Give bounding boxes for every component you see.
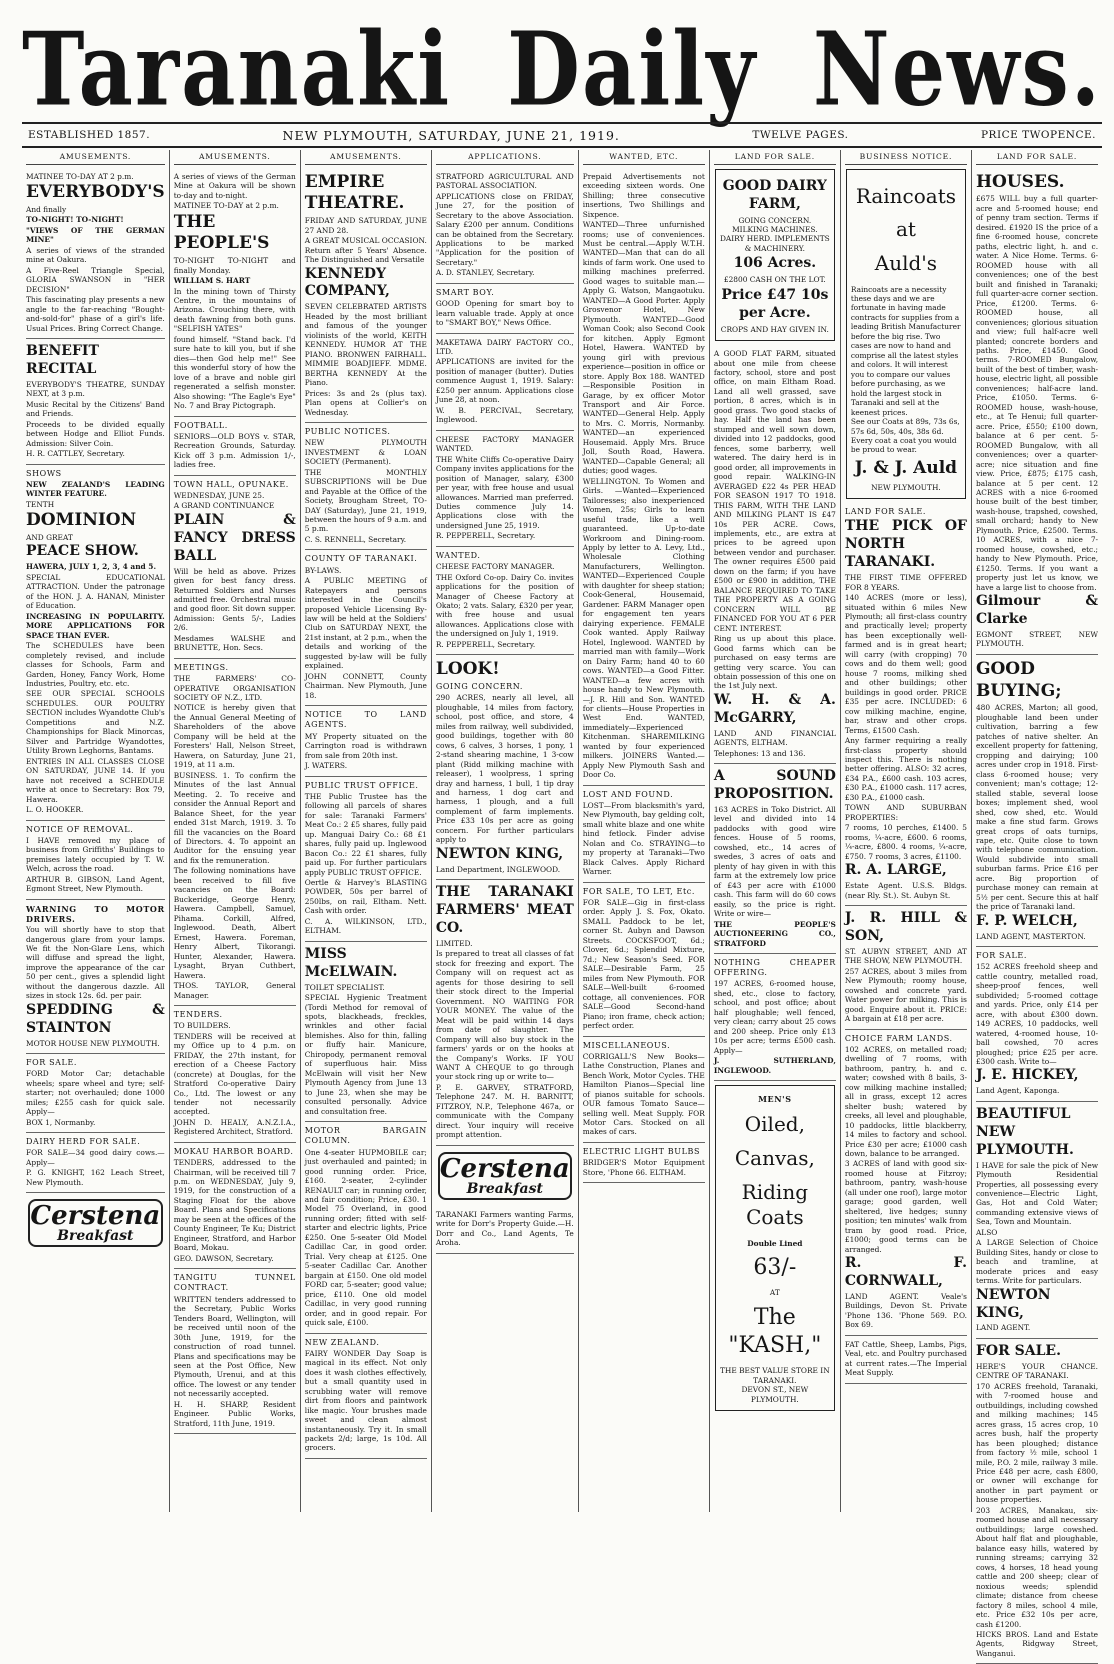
ad-line: INCREASING IN POPULARITY. MORE APPLICATIONS FOR SPACE THAN EVER. bbox=[26, 611, 165, 640]
ad-line: Will be held as above. Prizes given for best fancy dress. Returned Soldiers and Nurses admitted free. Orchestral music and good floor. Sit down supper. Admission: Gents 5/-, Ladies 2/6. bbox=[173, 566, 296, 633]
ad-line: LAND AGENT. bbox=[975, 1323, 1031, 1333]
ad-line: 163 ACRES in Toko District. All level and divided into 14 paddocks with good wire fences. House of 5 rooms, cowshed, etc., 14 acres of swedes, 3 acres of oats and plenty of hay given in with this farm at the extremely low price of £43 per acre with £1000 cash. This farm will do 60 cows easily, so the price is right. Write or wire— bbox=[713, 804, 836, 919]
ad-line: 140 ACRES (more or less), situated within 6 miles New Plymouth; all first-class country and practically level; property has been exceptionally well-farmed and is in great heart; will carry (with cropping) 70 cows and do them well; good house 7 rooms, milking shed and other buildings; other buildings in good order. PRICE £35 per acre. INCLUDED: 6 cow milking machine, engine, bar, straw and other crops. Terms, £1500 Cash. bbox=[844, 593, 967, 735]
houses-ad bbox=[976, 168, 1098, 655]
ad-signature: Mesdames WALSHE and BRUNETTE, Hon. Secs. bbox=[173, 633, 296, 653]
price: PRICE TWOPENCE. bbox=[980, 129, 1096, 141]
ad-title: THE PICK OF NORTH TARANAKI. bbox=[844, 518, 967, 571]
ad-signature: C. S. RENNELL, Secretary. bbox=[304, 534, 407, 544]
ad-line: HERE'S YOUR CHANCE. CENTRE OF TARANAKI. bbox=[975, 1361, 1099, 1381]
ad-signature: L. O. HOOKER. bbox=[26, 805, 84, 815]
ad-line: found himself. "Stand back. I'd sure hate to kill you, but if she dies—then God help me!" See this wonderful story of how the love of a brave and noble girl regenerated a selfish monster. Also showing: "The Eagle's Eye" No. 7 and Bray Pictograph. bbox=[173, 334, 296, 411]
ad-line: CROPS AND HAY GIVEN IN. bbox=[720, 324, 829, 334]
ad-line: SPECIAL Hygienic Treatment (Tordi Method for removal of spots, blackheads, freckles, wrinkles and other facial blemishes. Also for thin, falling or fluffy hair. Manicure, Chiropody, permanent removal of superfluous hair. Miss McElwain will visit her New Plymouth Agency from June 13 to June 23, when she may be consulted personally. Advice and consultation free. bbox=[304, 993, 427, 1116]
column-7 bbox=[841, 150, 972, 1512]
fat-cattle-ad bbox=[845, 1336, 967, 1384]
ad-line: A PUBLIC MEETING of Ratepayers and persons interested in the Council's proposed Vehicle Licensing By-law will be held at the Soldiers' Club on SATURDAY NEXT, the 21st instant, at 2 p.m., when the details and working of the suggested by-law will be fully explained. bbox=[304, 576, 427, 671]
flat-farm-ad bbox=[714, 345, 836, 764]
ad-line: 3 ACRES of land with good six-roomed house at Fitzroy; bathroom, pantry, wash-house (all under one roof), large motor garage; good garden, well sheltered, live hedges; sunny position; ten minutes' walk from tram by good road. Price, £1000; good terms can be arranged. bbox=[844, 1159, 967, 1254]
county-notice bbox=[305, 550, 427, 706]
empire-theatre-ad bbox=[305, 168, 427, 423]
ad-line: LAND AND FINANCIAL AGENTS, ELTHAM. bbox=[713, 728, 836, 748]
ad-line: Prepaid Advertisements not exceeding sixteen words. One Shilling; three consecutive insertions, Two Shillings and Sixpence. bbox=[582, 171, 705, 219]
ad-signature: W. B. PERCIVAL, Secretary, Inglewood. bbox=[435, 405, 574, 425]
cheese-manager-ad bbox=[436, 431, 574, 547]
ad-line: This fascinating play presents a new angle to the far-reaching "Bought-and-sold-for" phase of a girl's life. Usual Prices. Bring Correct Change. bbox=[26, 295, 165, 333]
masthead-word-1: Taranaki bbox=[22, 9, 452, 129]
ad-title: Raincoats bbox=[855, 183, 957, 208]
ad-line: You will shortly have to stop that dangerous glare from your lamps. We fit the Non-Glare Lens, which will diffuse and spread the light, improve the appearance of the car 50 per cent., gives a splendid light without the dangerous dazzle. All sizes in stock 12s. 6d. per pair. bbox=[26, 925, 165, 1001]
ad-title: J. & J. Auld bbox=[854, 457, 958, 478]
ad-title: DOMINION bbox=[26, 510, 137, 531]
ad-line: AND GREAT bbox=[26, 532, 73, 542]
raincoats-auld-box bbox=[846, 169, 966, 499]
wanted-manager-ad bbox=[436, 547, 574, 655]
cerstena-logo bbox=[28, 1199, 163, 1247]
ad-line: HAWERA, JULY 1, 2, 3, 4 and 5. bbox=[26, 562, 157, 572]
dairy-farm-box bbox=[715, 169, 835, 341]
ad-title: SPEDDING & STAINTON bbox=[26, 1001, 165, 1036]
ad-signature: H. H. SHARP, Resident Engineer. Public Works, Stratford, 11th June, 1919. bbox=[173, 1399, 296, 1428]
public-notices bbox=[305, 423, 427, 550]
mokau-ad bbox=[174, 1143, 296, 1269]
ad-line: Music Recital by the Citizens' Band and Friends. bbox=[26, 399, 165, 419]
section-heading: MAKETAWA DAIRY FACTORY CO., LTD. bbox=[435, 337, 574, 356]
ad-line: THE FARMERS' CO-OPERATIVE ORGANISATION SOCIETY OF N.Z., LTD. bbox=[173, 674, 296, 702]
section-heading: SHOWS bbox=[26, 468, 62, 478]
ad-title: at bbox=[895, 217, 916, 242]
hickey-for-sale-ad bbox=[976, 947, 1098, 1102]
ad-title: PLAIN & FANCY DRESS BALL bbox=[173, 511, 296, 564]
ad-line: WELLINGTON. To Women and Girls. —Wanted—Experienced Tailoresses; also inexperienced Women, 25s; Girls to learn useful trade, like a well guaranteed. Up-to-date Workroom and Dining-room. Apply by letter to A. Levy, Ltd., Wholesale Clothing Manufacturers, Wellington. WANTED—Experienced Couple with daughter for sheep station; Cook-General, Housemaid, Gardener. FARM Manager open for engagement ten years dairying experience. FEMALE Cook wanted. Apply Railway Hotel, Inglewood. WANTED by married man with family—Work on Dairy Farm; hand 40 to 60 cows. WANTED—a Good Fitter. WANTED—a few acres with house handy to New Plymouth.—J. R. Hill and Son. WANTED for clients—House Properties in West End. WANTED, immediately—Experienced Kitchenman. SHAREMILKING wanted by four experienced milkers. JOINERS Wanted.—Apply New Plymouth Sash and Door Co. bbox=[582, 476, 705, 780]
columns bbox=[22, 150, 1102, 1658]
section-heading: GOING CONCERN. bbox=[435, 682, 523, 692]
ad-signature: JOHN D. HEALY, A.N.Z.I.A., Registered Architect, Stratford. bbox=[173, 1117, 296, 1137]
section-heading: FOOTBALL. bbox=[173, 420, 228, 430]
section-heading: PUBLIC NOTICES. bbox=[304, 427, 391, 436]
section-heading: TANGITU TUNNEL CONTRACT. bbox=[173, 1273, 296, 1293]
ad-line: Is prepared to treat all classes of fat stock for freezing and export. The Company will on request act as agents for those desiring to sell their stock direct to the Imperial Government. NO WAITING FOR YOUR MONEY. The value of the Meat will be paid within 14 days from date of slaughter. The Company will also buy stock in the farmers' yards or on the hooks at the Company's Works. IF YOU WANT A CHEQUE to go through your stock ring up or write to— bbox=[435, 949, 574, 1082]
ad-line: FOR SALE—34 good dairy cows.—Apply— bbox=[26, 1148, 165, 1167]
for-sale-section bbox=[583, 883, 705, 1037]
ad-title: W. H. & A. McGARRY, bbox=[713, 691, 836, 726]
meetings-ad bbox=[174, 659, 296, 1006]
ad-line: ST. AUBYN STREET, AND AT THE SHOW, NEW PLYMOUTH. bbox=[844, 946, 967, 966]
ad-line: MY Property situated on the Carrington road is withdrawn from sale from 20th inst. bbox=[304, 731, 427, 760]
section-heading: PUBLIC TRUST OFFICE. bbox=[304, 780, 419, 790]
ad-signature: H. R. CATTLEY, Secretary. bbox=[26, 449, 125, 459]
masthead bbox=[22, 9, 1102, 129]
column-5 bbox=[579, 150, 710, 1512]
cerstena-logo bbox=[438, 1152, 572, 1200]
ad-line: A GREAT MUSICAL OCCASION. Return after 5 Years' Absence. The Distinguished and Versatile bbox=[304, 236, 427, 265]
logo-word: Cerstena bbox=[30, 1201, 161, 1232]
ad-line: FOR SALE—Gig in first-class order. Apply J. S. Fox, Okato. SMALL Paddock to be let, corner St. Aubyn and Dawson Streets. COCKSFOOT, 6d.; Clover, 6d.; Splendid Mixture, 7d.; New Season's Seed. FOR SALE—Desirable Farm, 25 miles from New Plymouth. FOR SALE—Well-built 6-roomed cottage, all conveniences. FOR SALE—Good Second-hand Piano; iron frame, check action; perfect order. bbox=[582, 897, 705, 1031]
ad-line: Raincoats are a necessity these days and we are fortunate in having made contracts for supplies from a leading British Manufacturer before the big rise. Two cases are now to hand and comprise all the latest styles and colors. It will interest you to compare our values before purchasing, as we hold the largest stock in Taranaki and sell at the keenest prices. bbox=[850, 284, 961, 417]
ad-title: Auld's bbox=[874, 250, 938, 275]
ad-line: TO-NIGHT TO-NIGHT and finally Monday. bbox=[173, 256, 296, 275]
ad-line: THE Public Trustee has the following all parcels of shares for sale: Taranaki Farmers' Meat Co.: 2 £5 shares, fully paid up. Manguai Dairy Co.: 68 £1 shares, fully paid up. Inglewood Bacon Co.: 22 £1 shares, fully paid up. For further particulars apply PUBLIC TRUST OFFICE. bbox=[304, 791, 427, 877]
ad-line: TO BUILDERS. bbox=[173, 1021, 231, 1031]
ad-line: 170 ACRES freehold, Taranaki, with 7-roomed house and outbuildings, including cowshed and milking machines; 145 acres grass, 15 acres crop, 10 acres bush, half the property has been ploughed; distance from factory ½ mile, school 1 mile, P.O. 2 mile, railway 3 mile. Price £48 per acre, cash £800, or owner will exchange for another in part payment or house properties. bbox=[975, 1381, 1099, 1505]
ad-line: WRITTEN tenders addressed to the Secretary, Public Works Tenders Board, Wellington, will be received until noon of the 30th June, 1919, for the construction of road tunnel. Plans and specifications may be seen at the Post Office, New Plymouth, Urenui, and at this office. The lowest or any tender not necessarily accepted. bbox=[173, 1294, 296, 1399]
ad-line: 7 rooms, 10 perches, £1400. 5 rooms, ¼-acre, £600. 6 rooms, ¼-acre, £800. 4 rooms, ¼-acre, £750. 7 rooms, 3 acres, £1100. bbox=[844, 823, 967, 861]
ad-line: LAND AGENT. Veale's Buildings, Devon St. Private 'Phone 136. 'Phone 569. P.O. Box 69. bbox=[844, 1291, 967, 1330]
ad-line: 480 ACRES, Marton; all good, ploughable land been under cultivation, barring a few patches of native shelter. An excellent property for fattening, cropping and dairying; 100 acres under crop in 1918. First-class 6-roomed house; very convenient; man's cottage; 12-stalled stable, several loose boxes; implement shed, wool shed, cow shed, etc. Would make a fine stud farm. Grows great crops of oats turnips, rape, etc. Quite close to town with telephone communication. Would subdivide into small suburban farms. Price £16 per acre. Big proportion of purchase money can remain at 5½ per cent. Secure this at half the price of Taranaki land. bbox=[975, 703, 1099, 912]
ad-line: TOWN AND SUBURBAN PROPERTIES: bbox=[844, 803, 967, 822]
ad-signature: C. A. WILKINSON, LTD., ELTHAM. bbox=[304, 916, 427, 936]
ad-line: NEW PLYMOUTH INVESTMENT & LOAN SOCIETY (Permanent). bbox=[304, 438, 427, 467]
wanted-section bbox=[583, 168, 705, 786]
place-date: NEW PLYMOUTH, SATURDAY, JUNE 21, 1919. bbox=[282, 127, 620, 143]
ad-line: See our Coats at 89s, 73s 6s, 57s 6d, 50s, 40s, 38s 6d. Every coat a coat you would be proud to wear. bbox=[850, 417, 960, 455]
section-heading: WANTED. bbox=[435, 550, 481, 560]
ad-title: NEWTON KING, bbox=[435, 845, 564, 862]
ad-title: Canvas, bbox=[734, 1145, 815, 1170]
going-concern-ad bbox=[436, 655, 574, 880]
column-heading: WANTED, ETC. bbox=[583, 152, 705, 165]
section-heading: NOTICE OF REMOVAL. bbox=[26, 824, 134, 834]
ad-title: Price £47 10s per Acre. bbox=[721, 286, 829, 321]
logo-word: Cerstena bbox=[439, 1153, 570, 1184]
ad-title: Gilmour & Clarke bbox=[975, 593, 1099, 628]
section-heading: DAIRY HERD FOR SALE. bbox=[26, 1137, 141, 1147]
ad-signature: GEO. DAWSON, Secretary. bbox=[173, 1253, 274, 1263]
ad-line: MATINEE TO-DAY at 2 p.m. bbox=[173, 201, 279, 211]
masthead-word-3: News. bbox=[812, 9, 1102, 129]
section-heading: MEETINGS. bbox=[173, 662, 229, 672]
ad-line: BUSINESS. 1. To confirm the Minutes of the last Annual Meeting. 2. To receive and consider the Annual Report and Balance Sheet, for the year ended 31st March, 1919. 3. To fill the vacancies on the Board of Directors. 4. To appoint an Auditor for the ensuing year and fix the remuneration. bbox=[173, 770, 296, 865]
ad-line: A GRAND CONTINUANCE bbox=[173, 501, 275, 511]
column-heading: APPLICATIONS. bbox=[436, 152, 574, 165]
ad-line: THE BEST VALUE STORE IN TARANAKI. bbox=[720, 1366, 830, 1385]
ad-line: Land Department, INGLEWOOD. bbox=[435, 864, 561, 874]
ad-title: LOOK! bbox=[435, 659, 500, 680]
section-heading: TENDERS. bbox=[173, 1009, 223, 1019]
ad-title: GOOD DAIRY FARM, bbox=[722, 177, 827, 212]
ad-title: R. A. LARGE, bbox=[844, 862, 947, 879]
ad-title: MEN'S bbox=[758, 1094, 792, 1105]
benefit-recital-ad bbox=[26, 339, 165, 465]
ad-signature: THE PEOPLE'S AUCTIONEERING CO., STRATFORD bbox=[713, 919, 836, 948]
ad-line: DEVON ST., NEW PLYMOUTH. bbox=[741, 1385, 809, 1404]
section-heading: CHEESE FACTORY MANAGER WANTED. bbox=[435, 434, 574, 454]
section-heading: NEW ZEALAND. bbox=[304, 1337, 380, 1347]
football-ad bbox=[174, 417, 296, 476]
section-heading: COUNTY OF TARANAKI. bbox=[304, 554, 418, 564]
ad-line: I HAVE for sale the pick of New Plymouth Residential Properties, all possessing every convenience—Electric Light, Gas, Hot and Cold Water; commanding extensive views of Sea, Town and Mountain. bbox=[975, 1160, 1099, 1227]
ad-signature: P. E. GARVEY, STRATFORD, Telephone 247. M. H. BARNITT, FITZROY, N.P., Telephone 467a, or communicate with the Company direct. Your inquiry will receive prompt attention. bbox=[435, 1082, 574, 1140]
section-heading: FOR SALE. bbox=[26, 1058, 78, 1068]
ad-line: FORD Motor Car; detachable wheels; spare wheel and tyre; self-starter; not overhauled; done 1000 miles; £255 cash for quick sale. Apply— bbox=[26, 1069, 165, 1117]
ad-line: THE Oxford Co-op. Dairy Co. invites applications for the position of Manager of Cheese Factory at Okato; 2 vats. Salary, £320 per year, with free house and usual allowances. Applications close with the undersigned on July 1, 1919. bbox=[435, 572, 574, 639]
ad-line: EVERYBODY'S THEATRE, SUNDAY NEXT, at 3 p.m. bbox=[26, 379, 165, 399]
ad-title: Riding Coats bbox=[741, 1179, 809, 1230]
ad-line: TENDERS, addressed to the Chairman, will be received till 7 p.m. on WEDNESDAY, July 9, 1919, for the construction of a Staging Float for the above Board. Plans and Specifications may be seen at the offices of the County Engineer, Te Ku; District Engineer, Stratford, and Harbor Board, Mokau. bbox=[173, 1158, 296, 1253]
ad-title: PEACE SHOW. bbox=[26, 543, 139, 560]
column-heading: AMUSEMENTS. bbox=[305, 152, 427, 165]
column-heading: LAND FOR SALE. bbox=[714, 152, 836, 165]
ad-line: A series of views of the German Mine at Oakura will be shown to-day and to-night. bbox=[173, 171, 296, 200]
ad-line: Proceeds to be divided equally between Hodge and Elliot Funds. Admission: Silver Coin. bbox=[26, 419, 165, 448]
ad-line: APPLICATIONS close on FRIDAY, June 27, for the position of Secretary to the above Association. Salary £200 per annum. Conditions can be obtained from the Secretary. Applications to be marked "Application for the position of Secretary." bbox=[435, 191, 574, 267]
section-heading: NOTICE TO LAND AGENTS. bbox=[304, 710, 427, 730]
ad-signature: HICKS BROS. Land and Estate Agents, Ridgway Street, Wanganui. bbox=[975, 1629, 1099, 1658]
farmers-meat-ad bbox=[436, 880, 574, 1146]
ad-line: 290 ACRES, nearly all level, all ploughable, 14 miles from factory, school, post office, and store, 4 miles from railway, well subdivided, good buildings, together with 80 cows, 6 calves, 3 horses, 1 pony, 1 2-stand shearing machine, 1 3-cow plant (Ridd milking machine with releaser), 1 woolpress, 1 spring dray and harness, 1 bull, 1 tip dray and harness, 1 dog cart and harness, 1 plough, and a full complement of farm implements. Price £33 10s per acre as going concern. For further particulars apply to bbox=[435, 693, 574, 845]
ad-line: EGMONT STREET, NEW PLYMOUTH. bbox=[975, 629, 1099, 649]
price-tag: 63/- bbox=[753, 1255, 797, 1281]
ad-title: A SOUND PROPOSITION. bbox=[713, 768, 836, 803]
farms-guide-ad bbox=[436, 1206, 574, 1254]
ad-signature: P. G. KNIGHT, 162 Leach Street, New Plymouth. bbox=[26, 1168, 165, 1187]
ad-line: TARANAKI Farmers wanting Farms, write for Dorr's Property Guide.—H. Dorr and Co., Land Agents, Te Aroha. bbox=[435, 1209, 574, 1248]
ad-line: TO-NIGHT! TO-NIGHT! bbox=[26, 215, 124, 225]
column-8 bbox=[972, 150, 1102, 1658]
ad-line: Telephones: 13 and 136. bbox=[713, 748, 806, 758]
ad-line: Land Agent, Kaponga. bbox=[975, 1086, 1060, 1096]
ad-line: 203 ACRES, Manakau, six-roomed house and all necessary outbuildings; large cowshed. About half flat and ploughable, balance easy hills, watered by running streams; carrying 32 cows, 4 horses, 18 head young cattle and 200 sheep; clear of noxious weeds; splendid climate; distance from cheese factory 8 miles, school 4 mile, etc. Price £32 10s per acre, cash £1200. bbox=[975, 1505, 1099, 1629]
ad-title: J. E. HICKEY, bbox=[975, 1067, 1079, 1084]
ad-title: THE TARANAKI FARMERS' MEAT CO. bbox=[435, 884, 574, 937]
section-heading: LOST AND FOUND. bbox=[582, 789, 674, 799]
ad-line: ALSO bbox=[975, 1227, 998, 1237]
section-heading: FOR SALE, TO LET, Etc. bbox=[582, 886, 696, 896]
ad-line: APPLICATIONS are invited for the position of manager (butter). Duties commence August 1, 1919. Salary: £250 per annum. Applications close June 28, at noon. bbox=[435, 357, 574, 405]
dairy-herd-ad bbox=[26, 1133, 165, 1193]
column-heading: AMUSEMENTS. bbox=[174, 152, 296, 165]
column-1 bbox=[22, 150, 170, 1512]
established: ESTABLISHED 1857. bbox=[28, 129, 151, 141]
section-heading: MOTOR BARGAIN COLUMN. bbox=[304, 1126, 427, 1146]
ad-line: 102 ACRES, on metalled road; dwelling of 7 rooms, with bathroom, pantry, h. and c. water; cowshed with 8 bails, 3-cow milking machine installed; all in grass, except 12 acres shelter bush; watered by creeks, all level and ploughable, 10 paddocks, little blackberry, 14 miles to factory and school. Price £30 per acre; £1000 cash down, balance to be arranged. bbox=[844, 1044, 967, 1158]
ad-line: MOTOR HOUSE NEW PLYMOUTH. bbox=[26, 1038, 160, 1048]
removal-notice bbox=[26, 821, 165, 900]
ad-line: One 4-seater HUPMOBILE car; just overhauled and painted; in good running order. Price, £160. 2-seater, 2-cylinder RENAULT car; in running order, and fair condition; Price, £30. 1 Model 75 Overland, in good running order; fitted with self-starter and electric lights, Price £250. One 5-seater Old Model Cadillac Car, in good order. Trial. Very cheap at £125. One 5-seater Cadillac Car. Another bargain at £150. One old model FORD car, 5-seater; good value; price, £110. One old model Cadillac, in very good running order, and in good repair. For quick sale, £100. bbox=[304, 1147, 427, 1328]
ad-line: SEVEN CELEBRATED ARTISTS Headed by the most brilliant and famous of the younger violinists of the world, KEITH KENNEDY. HUMOR AT THE PIANO. BRONWEN FAIRHALL. MIMMIE BOADJIEFF. MDME. BERTHA KENNEDY At the Piano. bbox=[304, 302, 427, 388]
raincoat-box bbox=[715, 1085, 835, 1411]
motor-bargain-ad bbox=[305, 1122, 427, 1333]
ad-line: STRATFORD AGRICULTURAL AND PASTORAL ASSOCIATION. bbox=[435, 171, 574, 191]
ad-line: WANTED—Three unfurnished rooms; use of conveniences. Must be central.—Apply W.T.H. WANTED—Man that can do all kinds of farm work. One used to milking machines preferred. Good wages to suitable man.—Apply G. Watson, Mangaotuku. WANTED—A Good Porter. Apply Grosvenor Hotel, New Plymouth. WANTED—Good Woman Cook; also Second Cook for kitchen. Apply Egmont Hotel, Hawera. WANTED by young girl with previous experience—position in office or store. Apply Box 188. WANTED—Responsible Position in Garage, by ex officer Motor Transport and Air Force. WANTED—General Help. Apply to Mrs. C. Morris, Normanby. WANTED—an experienced Housemaid. Apply Mrs. Bruce Joll, South Road, Hawera. WANTED—Capable General; all duties; good wages. bbox=[582, 220, 705, 476]
nothing-cheaper-ad bbox=[714, 954, 836, 1081]
ad-line: THE FIRST TIME OFFERED FOR 8 YEARS. bbox=[844, 573, 967, 592]
section-heading: ELECTRIC LIGHT BULBS bbox=[582, 1146, 701, 1156]
ad-line: TOILET SPECIALIST. bbox=[304, 982, 385, 992]
tangitu-ad bbox=[174, 1269, 296, 1434]
ad-line: ENTRIES IN ALL CLASSES CLOSE ON SATURDAY, JUNE 14. If you have not received a SCHEDULE write at once to Secretary: Box 79, Hawera. bbox=[26, 756, 165, 804]
ad-line: Estate Agent. U.S.S. Bldgs. (near Rly. St.). St. Aubyn St. bbox=[844, 881, 967, 900]
ad-line: 152 ACRES freehold sheep and cattle country, metalled road, sheep-proof fences, well subdivided; 5-roomed cottage and yards. Price, only £14 per acre, with about £300 down. 149 ACRES, 10 paddocks, well watered, 4-roomed house, 10-ball cowshed, 70 acres ploughed; price £25 per acre. £300 cash. Write to— bbox=[975, 962, 1099, 1067]
tenders-ad bbox=[174, 1006, 296, 1143]
section-heading: CHOICE FARM LANDS. bbox=[844, 1033, 953, 1043]
ad-line: THE White Cliffs Co-operative Dairy Company invites applications for the position of Manager, salary, £300 per year, with free house and usual allowances. Married man preferred. Duties commence July 14. Applications close with the undersigned June 25, 1919. bbox=[435, 454, 574, 530]
car-for-sale-ad bbox=[26, 1054, 165, 1133]
ad-title: 106 Acres. bbox=[733, 255, 817, 272]
ad-line: AT bbox=[769, 1288, 780, 1298]
ad-line: A series of views of the stranded mine at Oakura. bbox=[26, 245, 165, 265]
ad-title: F. P. WELCH, bbox=[975, 912, 1078, 929]
smart-boy-ad bbox=[436, 284, 574, 334]
ad-line: GOOD Opening for smart boy to learn valuable trade. Apply at once to "SMART BOY," News Office. bbox=[435, 299, 574, 328]
stratford-ad bbox=[436, 168, 574, 284]
ad-line: GOING CONCERN. MILKING MACHINES. DAIRY HERD. IMPLEMENTS & MACHINERY. bbox=[720, 215, 830, 253]
ad-line: THE MONTHLY SUBSCRIPTIONS will be Due and Payable at the Office of the Society, Brougham Street, TO-DAY (Saturday), June 21, 1919, between the hours of 9 a.m. and 5 p.m. bbox=[304, 467, 427, 534]
ad-line: FAIRY WONDER Day Soap is magical in its effect. Not only does it wash clothes effectively, but a small quantity used in scrubbing water will remove dirt from floors and paintwork like magic. Your brushes made sweet and clean almost instantaneously. Try it. In small packets 2/d; large, 1s 10d. All grocers. bbox=[304, 1348, 427, 1453]
ad-title: HOUSES. bbox=[975, 171, 1065, 192]
jr-hill-ad bbox=[845, 906, 967, 1030]
ad-signature: BRIDGER'S Motor Equipment Store, 'Phone 66. ELTHAM. bbox=[582, 1158, 705, 1177]
ad-signature: R. PEPPERELL, Secretary. bbox=[435, 531, 536, 541]
column-4 bbox=[432, 150, 579, 1512]
ad-title: KENNEDY COMPANY, bbox=[304, 265, 390, 300]
ad-title: The "KASH," bbox=[728, 1304, 822, 1359]
ad-line: LIMITED. bbox=[435, 938, 473, 948]
section-heading: SMART BOY. bbox=[435, 287, 495, 297]
ad-line: LOST—From blacksmith's yard, New Plymouth, bay gelding colt, small white blaze and one white hind fetlock. Finder advise Nolan and Co. STRAYING—to my property at Taranaki—Two Black Calves. Apply Richard Warner. bbox=[582, 800, 705, 877]
north-taranaki-ad bbox=[845, 503, 967, 906]
ad-line: The following nominations have been received to fill five vacancies on the Board: Buckeridge, George Henry, Hawera. Campbell, Samuel, Pihama. Corkill, Alfred, Inglewood. Death, Albert Ernest, Hawera. Foreman, Henry Albert, Tikorangi. Hunter, Alexander, Hawera. Lysaght, Bryan Cuthbert, Hawera. bbox=[173, 866, 296, 980]
ad-line: In the mining town of Thirsty Centre, in the mountains of Arizona. Crouching there, with death fawning from both guns. "SELFISH YATES" bbox=[173, 286, 296, 334]
ad-title: EVERYBODY'S bbox=[26, 182, 165, 203]
ad-line: NOTICE is hereby given that the Annual General Meeting of Shareholders of the above Company will be held at the Foresters' Hall, Nelson Street, Hawera, on Saturday, June 21, 1919, at 11 a.m. bbox=[173, 703, 296, 770]
ad-signature: ARTHUR B. GIBSON, Land Agent, Egmont Street, New Plymouth. bbox=[26, 874, 165, 894]
section-heading: MISCELLANEOUS. bbox=[582, 1040, 671, 1050]
ad-line: WEDNESDAY, JUNE 25. bbox=[173, 490, 265, 500]
ad-signature: R. PEPPERELL, Secretary. bbox=[435, 639, 536, 649]
ad-title: FOR SALE. bbox=[975, 1342, 1061, 1359]
ad-line: FRIDAY AND SATURDAY, JUNE 27 AND 28. bbox=[304, 216, 427, 235]
ad-title: EMPIRE THEATRE. bbox=[304, 171, 405, 214]
ad-line: LAND AGENT, MASTERTON. bbox=[975, 931, 1086, 941]
warning-ad bbox=[26, 900, 165, 1055]
ad-signature: J. WATERS. bbox=[304, 761, 348, 771]
section-heading: MOKAU HARBOR BOARD. bbox=[173, 1146, 294, 1156]
section-heading: FOR SALE. bbox=[975, 951, 1027, 961]
miscellaneous-section bbox=[583, 1037, 705, 1143]
column-2 bbox=[170, 150, 301, 1512]
ad-line: A Five-Reel Triangle Special, GLORIA SWANSON in "HER DECISION" bbox=[26, 265, 165, 294]
ad-title: THE PEOPLE'S bbox=[173, 211, 270, 254]
ad-signature: JOHN CONNETT, County Chairman. New Plymouth, June 18. bbox=[304, 671, 427, 700]
ad-line: Ring us up about this place. Good farms which can be purchased on easy terms are getting very scarce. You can obtain possession of this one on the 1st July next. bbox=[713, 634, 836, 691]
bulbs-ad bbox=[583, 1143, 705, 1183]
ad-title: NEWTON KING, bbox=[975, 1286, 1051, 1321]
ad-signature: BOX 1, Normanby. bbox=[26, 1117, 96, 1127]
ad-line: SPECIAL EDUCATIONAL ATTRACTION. Under the patronage of the HON. J. A. HANAN, Minister of Education. bbox=[26, 572, 165, 611]
ad-title: R. F. CORNWALL, bbox=[844, 1255, 967, 1290]
dateline bbox=[22, 122, 1102, 148]
shows-ad bbox=[26, 465, 165, 821]
ad-line: WILLIAM S. HART bbox=[173, 276, 251, 286]
column-heading: LAND FOR SALE. bbox=[976, 152, 1098, 165]
mcelwain-ad bbox=[305, 942, 427, 1122]
ad-line: And finally bbox=[26, 204, 67, 214]
logo-word: Breakfast bbox=[466, 1180, 543, 1197]
column-6 bbox=[710, 150, 841, 1512]
section-heading: TOWN HALL, OPUNAKE. bbox=[173, 479, 289, 489]
ad-line: "VIEWS OF THE GERMAN MINE" bbox=[26, 225, 165, 245]
ad-line: SEE OUR SPECIAL SCHOOLS SCHEDULES. OUR POULTRY SECTION includes Wyandotte Club's Competitions and N.Z. Championships for Black Minorcas, Silver and Partridge Wyandottes, Utility Brown Leghorns, Bantams. bbox=[26, 689, 165, 756]
beautiful-np-ad bbox=[976, 1102, 1098, 1339]
ad-line: Prices: 3s and 2s (plus tax). Plan opens at Collier's on Wednesday. bbox=[304, 388, 427, 417]
choice-farm-ad bbox=[845, 1030, 967, 1336]
column-heading: AMUSEMENTS. bbox=[26, 152, 165, 165]
ad-signature: J. SUTHERLAND, INGLEWOOD. bbox=[713, 1056, 836, 1075]
ad-line: MATINEE TO-DAY AT 2 p.m. bbox=[26, 171, 134, 181]
ad-line: 257 ACRES, about 3 miles from New Plymouth; roomy house, cowshed and concrete yard. Water power for milking. This is good. Enquire about it. PRICE: A bargain at £18 per acre. bbox=[844, 966, 967, 1024]
section-heading: WARNING TO MOTOR DRIVERS. bbox=[26, 903, 165, 924]
dress-ball-ad bbox=[174, 476, 296, 659]
ad-line: TENTH bbox=[26, 499, 55, 509]
logo-word: Breakfast bbox=[57, 1228, 134, 1245]
land-agents-notice bbox=[305, 706, 427, 776]
ad-title: BENEFIT RECITAL bbox=[26, 343, 99, 377]
ad-signature: A. D. STANLEY, Secretary. bbox=[435, 268, 535, 278]
ad-line: TENDERS will be received at my Office up to 4 p.m. on FRIDAY, the 27th instant, for erection of a Cheese Factory (concrete) at Douglas, for the Stratford Co-operative Dairy Co., Ltd. The lowest or any tender not necessarily accepted. bbox=[173, 1031, 296, 1117]
hicks-for-sale-ad bbox=[976, 1339, 1098, 1664]
ad-signature: THOS. TAYLOR, General Manager. bbox=[173, 981, 296, 1000]
ad-line: I HAVE removed my place of business from Griffiths' Buildings to premises lately occupied by T. W. Welch, across the road. bbox=[26, 835, 165, 874]
ad-line: A LARGE Selection of Choice Building Sites, handy or close to beach and tramline, at moderate prices and easy terms. Write for particulars. bbox=[975, 1238, 1099, 1286]
ad-title: J. R. HILL & SON, bbox=[844, 910, 967, 944]
ad-line: £2800 CASH ON THE LOT. bbox=[723, 275, 826, 285]
ad-line: BY-LAWS. bbox=[304, 565, 342, 575]
maketawa-ad bbox=[436, 334, 574, 431]
ad-line: Oertle & Harvey's BLASTING POWDER, 50s per barrel of 250lbs, on rail, Eltham. Nett. Cash with order. bbox=[304, 877, 427, 916]
soap-ad bbox=[305, 1334, 427, 1459]
ad-line: SENIORS—OLD BOYS v. STAR, Recreation Grounds, Saturday. Kick off 3 p.m. Admission 1/-, ladies free. bbox=[173, 431, 296, 470]
everybodys-ad bbox=[26, 168, 165, 339]
ad-line: Any farmer requiring a really first-class property should inspect this. There is nothing better offering. ALSO: 32 acres, £34 P.A., £600 cash. 103 acres, £30 P.A., £1000 cash. 117 acres, £30 P.A., £1000 cash. bbox=[844, 736, 967, 802]
ad-line: NEW ZEALAND'S LEADING WINTER FEATURE. bbox=[26, 479, 165, 499]
ad-line: 197 ACRES, 6-roomed house, shed, etc., close to factory, school, and post office; about half ploughable; well fenced, very clean; carry about 25 cows and 200 sheep. Price only £13 10s per acre; terms £500 cash. Apply— bbox=[713, 979, 836, 1055]
ad-line: NEW PLYMOUTH. bbox=[871, 482, 941, 492]
peoples-ad bbox=[174, 168, 296, 417]
ad-line: A GOOD FLAT FARM, situated about one mile from cheese factory, school, store and post office, on main Eltham Road. Land all well grassed, save portion, 8 acres, which is in good grass. Two good stacks of hay. Half the land has been stumped and well sown down, divided into 12 paddocks, good fences, some barberry, well watered. The dairy herd is in good order, all improvements in good repair. WALKING-IN AVERAGED £22 4s PER HEAD FOR SEASON 1917 TO 1918. THIS FARM, WITH THE LAND AND MILKING PLANT IS £47 10s PER ACRE. Cows, implements, etc., are extra at prices to be agreed upon between vendor and purchaser. The owner requires £500 paid down on the farm; if you have £500 or £900 in addition, THE BALANCE REQUIRED TO TAKE THE PROPERTY AS A GOING CONCERN WILL BE FINANCED FOR YOU AT 6 PER CENT. INTEREST. bbox=[713, 349, 836, 633]
ad-line: CORRIGALL'S New Books—Lathe Construction, Planes and Bench Work, Motor Cycles. THE Hamilton Pianos—Special line of pianos suitable for schools. OUR famous Tomato Sauce—selling well. Meat Supply. FOR Motor Cars. Stocked on all makes of cars. bbox=[582, 1051, 705, 1137]
ad-line: Double Lined bbox=[747, 1238, 803, 1248]
section-heading: LAND FOR SALE. bbox=[844, 507, 926, 517]
ad-line: The SCHEDULES have been completely revised, and include classes for Schools, Farm and Garden, Honey, Fancy Work, Home Industries, Poultry, etc. etc. bbox=[26, 641, 165, 688]
section-heading: NOTHING CHEAPER OFFERING. bbox=[713, 958, 836, 978]
ad-line: £675 WILL buy a full quarter-acre and 5-roomed house; end of penny tram section. Terms if desired. £1920 IS the price of a fine 6-roomed house, concrete paths, electric light, h. and c. water. A Nice Home. Terms. 6-ROOMED house with all conveniences; one of the best built and finished in Taranaki; full quarter-acre corner section. Price, £1200. Terms. 6-ROOMED house, all conveniences; glorious situation and view; full half-acre well planted; concrete borders and paths. Price, £1450. Good terms. 7-ROOMED Bungalow, built of the best of timber, wash-house, electric light, all possible conveniences; half-acre land. Price, £1050. Terms. 6-ROOMED house, wash-house, etc., at Te Henui; full quarter-acre. Price, £550; £100 down, balance at 6 per cent. 5-ROOMED Bungalow, with all conveniences; over a quarter-acre; nice situation and fine view. Price, £875; £175 cash, balance at 5 per cent. 12 ACRES with a nice 6-roomed house built of the best timber, wash-house, trapshed, cowshed, small orchard; handy to New Plymouth. Price, £2500. Terms. 10 ACRES, with a nice 7-roomed house, cowshed, etc.; handy to New Plymouth. Price, £1250. Terms. If you want a property just let us know, we have a large list to choose from. bbox=[975, 194, 1099, 592]
ad-line: CHEESE FACTORY MANAGER. bbox=[435, 562, 555, 572]
page-count: TWELVE PAGES. bbox=[752, 129, 849, 141]
ad-line: FAT Cattle, Sheep, Lambs, Pigs, Veal, etc. and Poultry purchased at current rates.—The Imperial Meat Supply. bbox=[844, 1339, 967, 1378]
masthead-word-2: Daily bbox=[507, 9, 758, 129]
ad-title: BEAUTIFUL NEW PLYMOUTH. bbox=[975, 1105, 1074, 1158]
ad-title: MISS McELWAIN. bbox=[304, 945, 398, 980]
column-3 bbox=[301, 150, 432, 1512]
good-buying-ad bbox=[976, 655, 1098, 947]
column-heading: BUSINESS NOTICE. bbox=[845, 152, 967, 165]
ad-title: Oiled, bbox=[744, 1112, 805, 1137]
sound-proposition-ad bbox=[714, 764, 836, 954]
ad-title: GOOD BUYING; bbox=[975, 658, 1062, 701]
public-trust-ad bbox=[305, 777, 427, 942]
lost-found-section bbox=[583, 786, 705, 883]
